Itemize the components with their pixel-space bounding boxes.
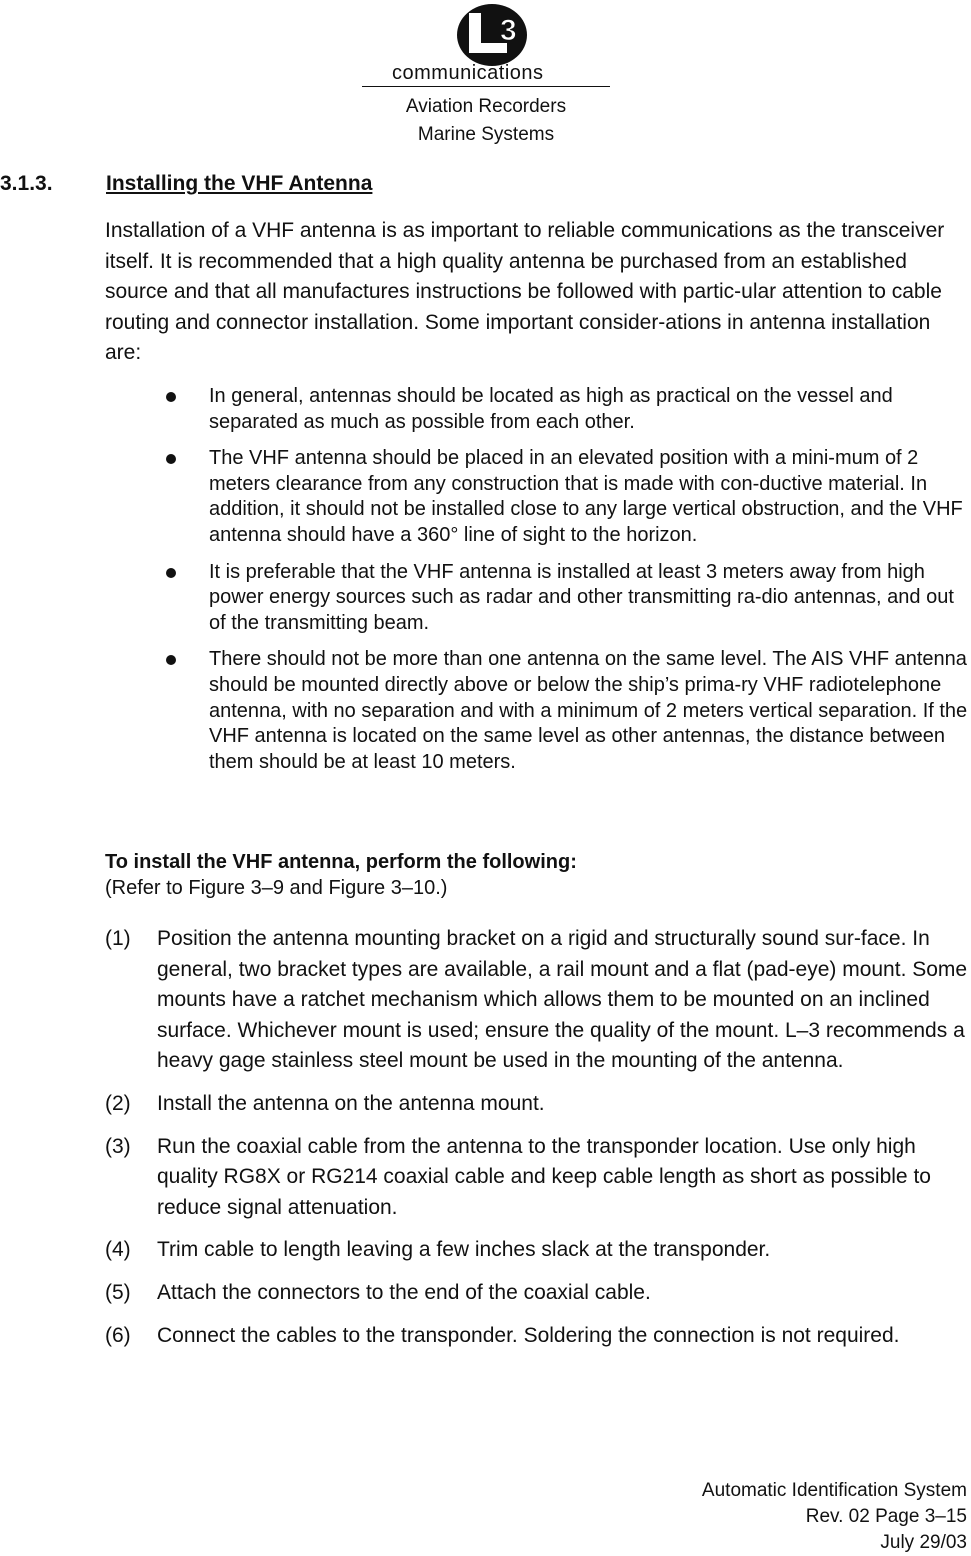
step-text: Position the antenna mounting bracket on a rigid and structurally sound sur-face. In general, two bracket types are available, a rail mount and a flat (pad-eye) mount. Some mounts have a ratchet mechanism which allows them to be mounted on an inclined surface. Whichever mount is used; ensure the quality of the mount. L–3 recommends a heavy gage stainless steel mount be used in the mounting of the antenna. [157, 927, 968, 1073]
list-item-text: There should not be more than one antenna on the same level. The AIS VHF antenna should be mounted directly above or below the ship’s prima-ry VHF radiotelephone antenna, with no separation and with a minimum of 2 meters vertical separation. If the VHF antenna is located on the same level as other antennas, the distance between them should be at least 10 meters. [209, 648, 968, 773]
step-number: (5) [105, 1280, 131, 1304]
page-header [0, 0, 971, 160]
step-text: Attach the connectors to the end of the coaxial cable. [157, 1280, 651, 1304]
list-item [160, 647, 970, 775]
intro-paragraph: Installation of a VHF antenna is as important to reliable communications as the transceiver itself. It is recommended that a high quality antenna be purchased from an established source and that all manufactures instructions be followed with partic-ular attention to cable routing and connector installation. Some important consider-ations in antenna installation are: [105, 219, 945, 365]
footer-date: July 29/03 [880, 1532, 967, 1553]
footer-revision: Rev. 02 Page 3–15 [805, 1506, 967, 1527]
step-text: Connect the cables to the transponder. Soldering the connection is not required. [157, 1323, 900, 1347]
list-item-text: It is preferable that the VHF antenna is installed at least 3 meters away from high power energy sources such as radar and other transmitting ra-dio antennas, and out of the transmitting beam. [209, 560, 954, 634]
step-item [105, 1132, 970, 1224]
bullet-icon [166, 454, 176, 464]
bullet-icon [166, 568, 176, 578]
step-item [105, 1321, 970, 1352]
logo-divider [362, 86, 610, 87]
step-text: Install the antenna on the antenna mount. [157, 1091, 545, 1115]
step-text: Run the coaxial cable from the antenna to the transponder location. Use only high quality RG8X or RG214 coaxial cable and keep cable length as short as possible to reduce signal attenuation. [157, 1134, 931, 1219]
figure-reference: (Refer to Figure 3–9 and Figure 3–10.) [105, 877, 448, 899]
procedure-heading: To install the VHF antenna, perform the following: [105, 851, 577, 873]
step-item [105, 1089, 970, 1120]
step-item [105, 1235, 970, 1266]
page-footer [702, 1478, 967, 1556]
section-number: 3.1.3. [0, 172, 53, 195]
considerations-list [160, 384, 970, 786]
step-number: (1) [105, 927, 131, 950]
division-line-1: Aviation Recorders [405, 96, 567, 117]
list-item [160, 446, 970, 548]
list-item-text: In general, antennas should be located as high as practical on the vessel and separated as much as possible from each other. [209, 385, 893, 433]
bullet-icon [166, 392, 176, 402]
section-title: Installing the VHF Antenna [106, 172, 373, 195]
step-number: (6) [105, 1323, 131, 1347]
list-item-text: The VHF antenna should be placed in an elevated position with a mini-mum of 2 meters clearance from any construction that is made with con-ductive material. In addition, it should not be installed close to any large vertical obstruction, and the VHF antenna should have a 360° line of sight to the horizon. [209, 447, 963, 546]
list-item [160, 560, 970, 637]
svg-text:3: 3 [500, 14, 517, 47]
logo-wordmark: communications [392, 62, 544, 84]
step-number: (4) [105, 1238, 131, 1262]
step-number: (2) [105, 1091, 131, 1115]
division-line-2: Marine Systems [417, 124, 555, 145]
procedure-steps [105, 924, 970, 1363]
list-item [160, 384, 970, 435]
step-text: Trim cable to length leaving a few inches slack at the transponder. [157, 1238, 771, 1262]
footer-product: Automatic Identification System [701, 1480, 967, 1501]
step-number: (3) [105, 1134, 131, 1158]
step-item [105, 1278, 970, 1309]
step-item [105, 924, 970, 1077]
bullet-icon [166, 655, 176, 665]
